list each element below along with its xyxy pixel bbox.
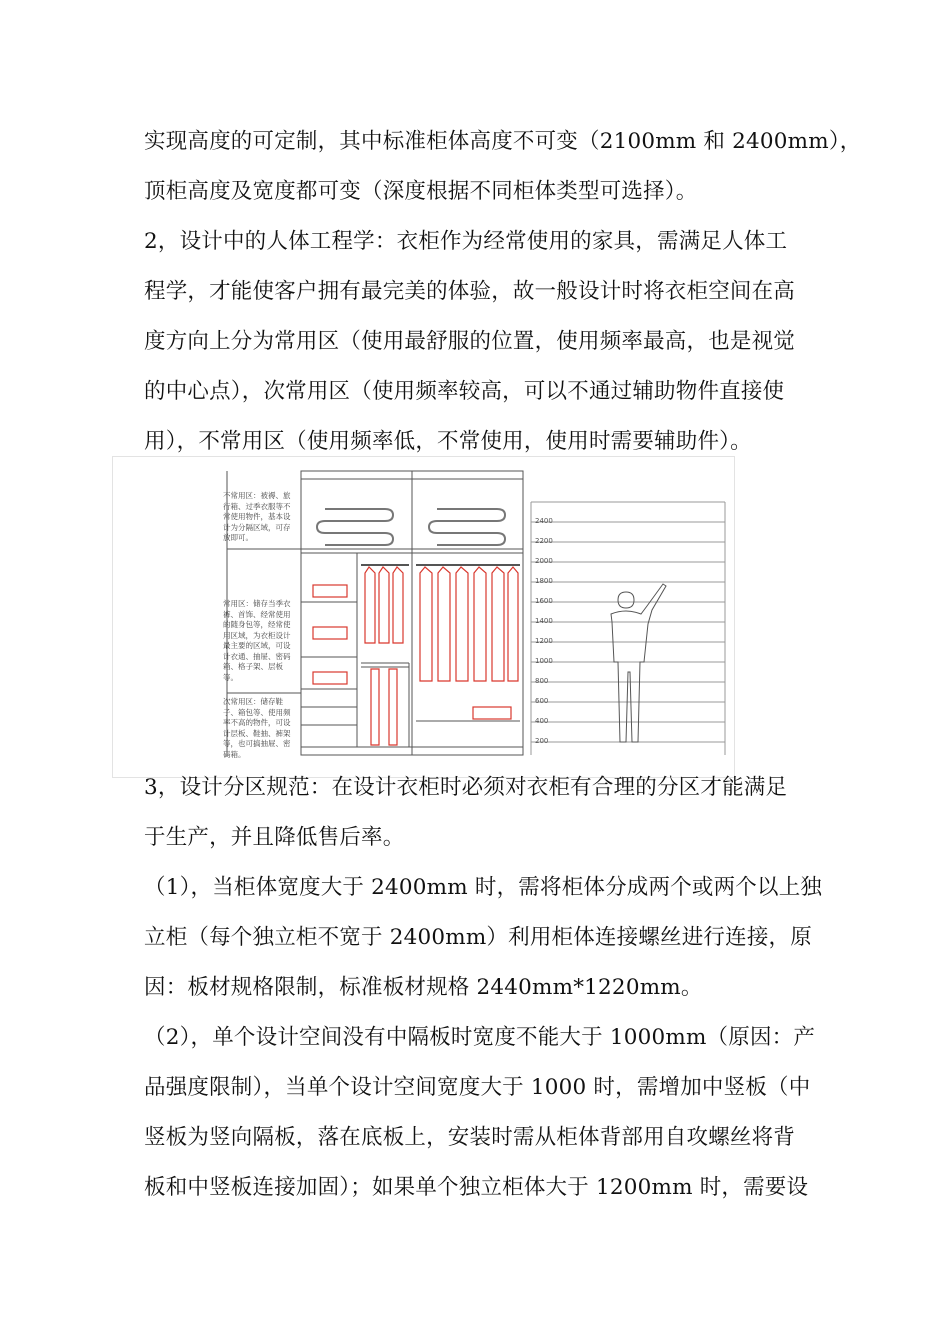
text-line: 实现高度的可定制，其中标准柜体高度不可变（2100mm 和 2400mm）， xyxy=(144,129,862,154)
zone-note-infrequent: 不常用区：被褥、旅行箱、过季衣服等不常使用物件，基本设计为分隔区域，可存放即可。 xyxy=(223,491,291,542)
height-tick-label: 1400 xyxy=(535,617,553,625)
height-tick-label: 2400 xyxy=(535,517,553,525)
height-tick-label: 1800 xyxy=(535,577,553,585)
height-tick-label: 1000 xyxy=(535,657,553,665)
height-tick-label: 1600 xyxy=(535,597,553,605)
text-line: 3，设计分区规范：在设计衣柜时必须对衣柜有合理的分区才能满足 xyxy=(144,775,788,800)
text-line: 用），不常用区（使用频率低，不常使用，使用时需要辅助件）。 xyxy=(144,429,752,454)
text-line: 竖板为竖向隔板，落在底板上，安装时需从柜体背部用自攻螺丝将背 xyxy=(144,1125,796,1150)
text-line: 顶柜高度及宽度都可变（深度根据不同柜体类型可选择）。 xyxy=(144,179,698,204)
zone-note-secondary: 次常用区：储存鞋子、箱包等、使用频率不高的物件，可设计层板、鞋抽、裤架等，也可搞抽屉、密码箱。 xyxy=(223,697,291,759)
height-tick-label: 200 xyxy=(535,737,549,745)
height-tick-label: 600 xyxy=(535,697,549,705)
text-line: 2，设计中的人体工程学：衣柜作为经常使用的家具，需满足人体工 xyxy=(144,229,788,254)
text-line: 板和中竖板连接加固）；如果单个独立柜体大于 1200mm 时，需要设 xyxy=(144,1175,809,1200)
zone-note-frequent: 常用区：储存当季衣裤、首饰、经常使用的随身包等，经常使用区域，为衣柜设计最主要的区域，可设计衣通、抽屉、密码箱、格子架、层板等。 xyxy=(223,599,291,682)
text-line: 度方向上分为常用区（使用最舒服的位置，使用频率最高，也是视觉 xyxy=(144,329,796,354)
text-line: 立柜（每个独立柜不宽于 2400mm）利用柜体连接螺丝进行连接，原 xyxy=(144,925,812,950)
height-tick-label: 400 xyxy=(535,717,549,725)
text-line: （1），当柜体宽度大于 2400mm 时，需将柜体分成两个或两个以上独 xyxy=(144,875,823,900)
text-line: 程学，才能使客户拥有最完美的体验，故一般设计时将衣柜空间在高 xyxy=(144,279,796,304)
wardrobe-zone-figure xyxy=(112,456,735,778)
height-tick-label: 800 xyxy=(535,677,549,685)
text-line: 于生产，并且降低售后率。 xyxy=(144,825,405,850)
height-tick-label: 2200 xyxy=(535,537,553,545)
text-line: 的中心点），次常用区（使用频率较高，可以不通过辅助物件直接使 xyxy=(144,379,785,404)
text-line: （2），单个设计空间没有中隔板时宽度不能大于 1000mm（原因：产 xyxy=(144,1025,816,1050)
text-line: 品强度限制），当单个设计空间宽度大于 1000 时，需增加中竖板（中 xyxy=(144,1075,811,1100)
wardrobe-drawing xyxy=(113,457,734,777)
height-tick-label: 1200 xyxy=(535,637,553,645)
text-line: 因：板材规格限制，标准板材规格 2440mm*1220mm。 xyxy=(144,975,703,1000)
height-tick-label: 2000 xyxy=(535,557,553,565)
